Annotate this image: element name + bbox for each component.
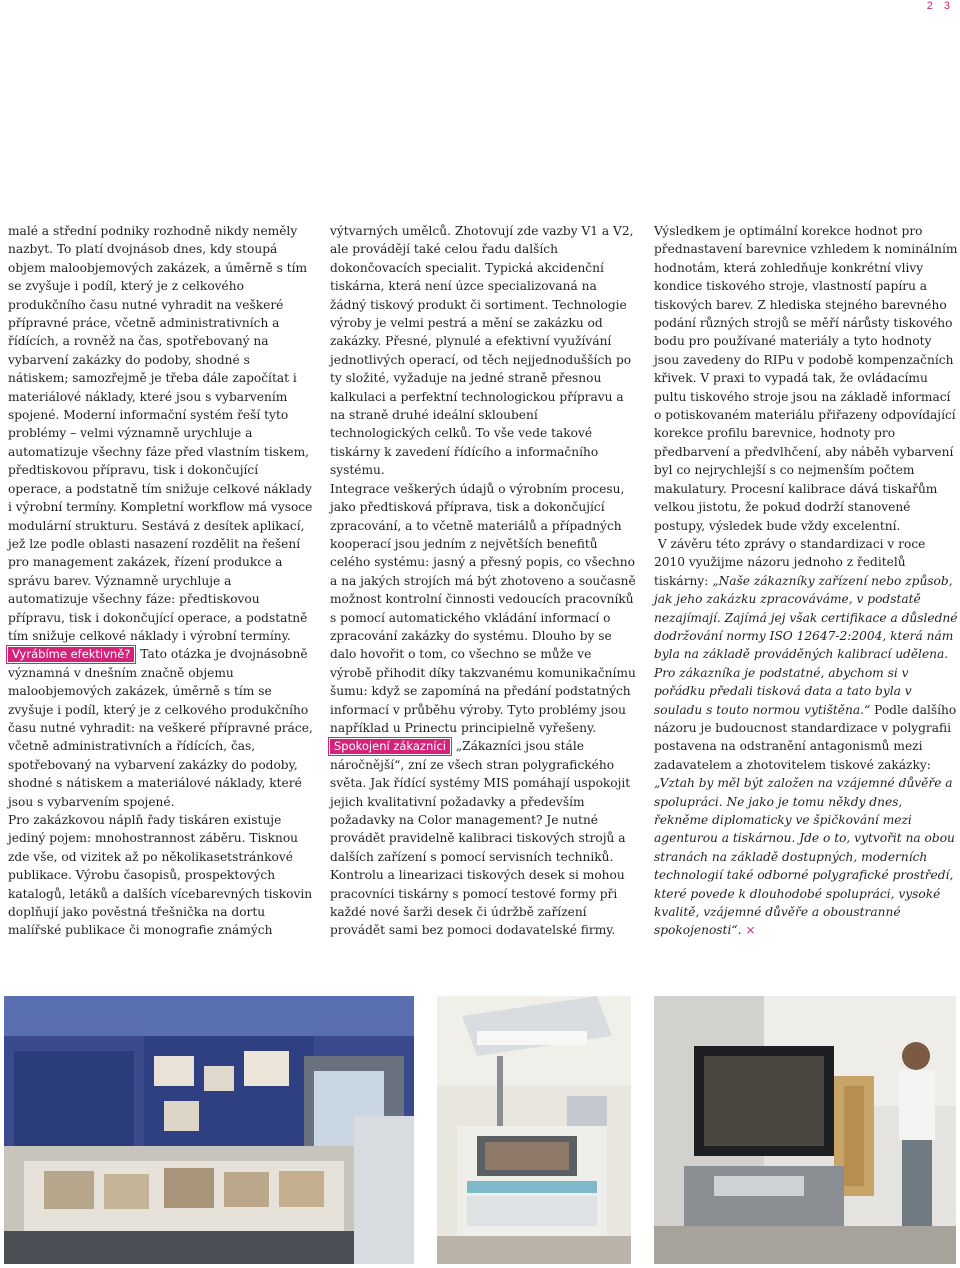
paragraph-text: V závěru této zprávy o standardizaci v roce 2010 využijme názoru jednoho z ředitelů tiskárny: [654,536,926,588]
paragraph: Pro zakázkovou náplň řady tiskáren existuje jediný pojem: mnohostrannost záběru. Tisknou zde vše, od vizitek až po několikasetstránkové publikace. Výrobu časopisů, prospektových katalogů, letáků a dalších vícebarevných tiskovin doplňují jako pověstná třešnička na dortu malířské publikace či monografie známých [8,813,313,938]
end-mark-icon: × [745,923,756,938]
quote: „Vztah by měl být založen na vzájemné důvěře a spolupráci. Ne jako je tomu někdy dnes, řekněme diplomaticky ve špičkování mezi agenturou a tiskárnou. Jde o to, vytvořit na obou stranách na základě dostupných, moderních technologií také odborné polygrafické prostředí, které povede k dlouhodobé spolupráci, vysoké kvalitě, vzájemné důvěře a oboustranné spokojenosti“. [654,776,955,938]
section-heading-tag: Spokojení zákazníci [330,739,450,754]
photo-print-shop [4,996,414,1264]
photo-proof-station [437,996,631,1264]
paragraph-text: Tato otázka je dvojnásobně významná v dnešním značně objemu maloobjemových zakázek, úměrně s tím se zvyšuje i podíl, který je z celkového produkčního času nutné vyhradit: na veškeré přípravné práce, včetně administrativních a řídících, čas, spotřebovaný na vybarvení zakázky do podoby, shodné s nátiskem a materiálové náklady, které jsou s vybarvením spojené. [8,647,313,809]
paragraph [330,737,636,939]
quote: „Naše zákazníky zařízení nebo způsob, jak jeho zakázku zpracováváme, v podstatě nezajímají. Zajímá jej však certifikace a důsledné dodržování normy ISO 12647-2:2004, která nám byla na základě prováděných kalibrací udělena. Pro zákazníka je podstatné, abychom si v pořádku předali tisková data a tato byla v souladu s touto normou vytištěna.“ [654,573,958,717]
paragraph: Výsledkem je optimální korekce hodnot pro přednastavení barevnice vzhledem k nominálním hodnotám, která zohledňuje konkrétní vlivy kondice tiskového stroje, vlastností papíru a tiskových barev. Z hlediska stejného barevného podání různých strojů se měří nárůsty tiskového bodu pro používané materiály a tyto hodnoty jsou zavedeny do RIPu v podobě kompenzačních křivek. V praxi to vypadá tak, že ovládacímu pultu tiskového stroje jsou na základě informací o potiskovaném materiálu přiřazeny odpovídající korekce profilu barevnice, hodnoty pro předbarvení a předvlhčení, aby náběh vybarvení byl co nejrychlejší s co nejmenším počtem makulatury. Procesní kalibrace dává tiskařům velkou jistotu, že pokud dodrží stanovené postupy, výsledek bude vždy excelentní. [654,224,958,533]
section-heading-tag: Vyrábíme efektivně? [8,647,134,662]
paragraph [654,535,960,940]
page-numbers: 2 3 [926,0,954,12]
text-column-1 [8,222,314,940]
paragraph [8,645,314,811]
paragraph-text: „Zákazníci jsou stále náročnější“, zní ze všech stran polygrafického světa. Jak řídící systémy MIS pomáhají uspokojit jejich kvalitativní požadavky a především požadavky na Color management? Je nutné provádět pravidelně kalibraci tiskových strojů a dalších zařízení s pomocí servisních techniků. Kontrolu a linearizaci tiskových desek si mohou pracovníci tiskárny s pomocí testové formy při každé nové šarži desek či údržbě zařízení provádět sami bez pomoci dodavatelské firmy. [330,739,631,938]
paragraph: malé a střední podniky rozhodně nikdy neměly nazbyt. To platí dvojnásob dnes, kdy stoupá objem maloobjemových zakázek, a úměrně s tím se zvyšuje i podíl, který je z celkového produkčního času nutné vyhradit na veškeré přípravné práce, včetně administrativních a řídících, a rovněž na čas, spotřebovaný na vybarvení zakázky do podoby, shodné s nátiskem; samozřejmě je třeba dále započítat i materiálové náklady, které jsou s vybarvením spojené. Moderní informační systém řeší tyto problémy – velmi významně urychluje a automatizuje všechny fáze před vlastním tiskem, předtiskovou přípravu, tisk i dokončující operace, a podstatně tím snižuje celkové náklady i výrobní termíny. Kompletní workflow má vysoce modulární strukturu. Sestává z desítek aplikací, jež lze podle oblasti nasazení rozdělit na řešení pro management zakázek, řízení produkce a správu barev. Významně urychluje a automatizuje všechny fáze: předtiskovou přípravu, tisk i dokončující operace, a podstatně tím snižuje celkové náklady i výrobní termíny. [8,224,313,643]
paragraph: výtvarných umělců. Zhotovují zde vazby V1 a V2, ale provádějí také celou řadu dalších dokončovacích specialit. Typická akcidenční tiskárna, která není úzce specializovaná na žádný tiskový produkt či sortiment. Technologie výroby je velmi pestrá a mění se zakázku od zakázky. Přesné, plynulé a efektivní využívání jednotlivých operací, od těch nejjednodušších po ty složité, vyžaduje na jedné straně přesnou kalkulaci a perfektní technologickou přípravu a na straně druhé ideální skloubení technologických celků. To vše vede takové tiskárny k zavedení řídícího a informačního systému. [330,224,634,478]
text-column-3 [654,222,960,940]
paragraph: Integrace veškerých údajů o výrobním procesu, jako předtisková příprava, tisk a dokončující zpracování, a to včetně materiálů a případných kooperací jsou jedním z největších benefitů celého systému: jasný a přesný popis, co všechno a na jakých strojích má být zhotoveno a současně možnost kontrolní činnosti vedoucích pracovníků s pomocí automatického vkládání informací o zpracování zakázky do systému. Dlouho by se dalo hovořit o tom, co všechno se může ve výrobě přihodit díky takzvanému komunikačnímu šumu: když se zapomíná na předání podstatných informací v průběhu výroby. Tyto problémy jsou například u Prinectu principielně vyřešeny. [330,481,636,735]
photo-office-monitor [654,996,956,1264]
paragraph-text: Podle dalšího názoru je budoucnost standardizace v polygrafii postavena na odstranění antagonismů mezi zadavatelem a zhotovitelem tiskové zakázky: [654,702,957,772]
text-column-2 [330,222,636,940]
